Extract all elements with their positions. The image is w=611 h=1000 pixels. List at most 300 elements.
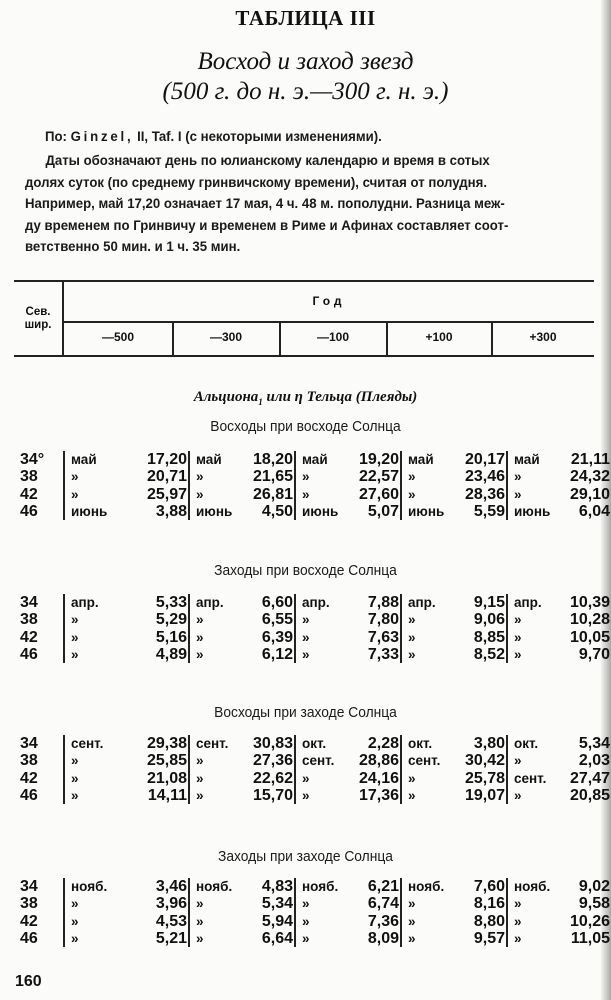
month-label: апр. — [408, 595, 436, 610]
latitude-value: 46 — [20, 502, 38, 520]
month-label: июнь — [408, 503, 445, 519]
day-fraction-value: 25,78 — [464, 769, 505, 787]
day-fraction-value: 3,96 — [155, 895, 187, 913]
month-label: апр. — [514, 595, 542, 610]
month-label: » — [71, 930, 79, 946]
date-cell — [294, 594, 402, 611]
day-fraction-value: 9,15 — [473, 594, 505, 611]
date-cell — [294, 770, 402, 787]
table-row — [20, 594, 610, 611]
date-cell — [63, 752, 190, 769]
day-fraction-value: 7,80 — [367, 611, 399, 629]
day-fraction-value: 6,55 — [261, 611, 293, 629]
period-subtitle: (500 г. до н. э.—300 г. н. э.) — [162, 78, 449, 105]
table-header — [14, 280, 594, 357]
date-cell — [188, 594, 296, 611]
month-label: » — [71, 646, 79, 662]
day-fraction-value: 6,39 — [261, 628, 293, 646]
table-row — [20, 752, 610, 770]
month-label: » — [71, 770, 79, 786]
month-label: » — [71, 753, 79, 769]
date-cell — [506, 594, 611, 611]
day-fraction-value: 20,71 — [146, 468, 187, 486]
date-cell — [188, 503, 296, 520]
day-fraction-value: 6,74 — [367, 895, 399, 913]
day-fraction-value: 20,17 — [464, 451, 505, 468]
month-label: » — [71, 486, 79, 502]
day-fraction-value: 30,42 — [464, 752, 505, 770]
date-cell — [294, 646, 402, 663]
month-label: апр. — [71, 595, 99, 610]
date-cell — [400, 629, 508, 646]
section-table — [20, 735, 610, 804]
date-cell — [63, 503, 190, 520]
month-label: » — [302, 787, 310, 803]
date-cell — [294, 878, 402, 895]
table-row — [20, 912, 610, 930]
day-fraction-value: 17,36 — [358, 786, 399, 804]
date-cell — [294, 486, 402, 503]
rule-middle — [64, 321, 594, 323]
date-cell — [506, 752, 611, 769]
day-fraction-value: 21,08 — [146, 769, 187, 787]
month-label: июнь — [302, 503, 339, 519]
month-label: » — [196, 753, 204, 769]
day-fraction-value: 3,46 — [155, 878, 187, 895]
day-fraction-value: 8,09 — [367, 929, 399, 947]
date-cell — [63, 770, 190, 787]
day-fraction-value: 27,36 — [252, 752, 293, 770]
date-cell — [294, 787, 402, 804]
date-cell — [63, 451, 190, 468]
month-label: » — [302, 612, 310, 628]
date-cell — [294, 468, 402, 485]
month-label: » — [196, 469, 204, 485]
month-label: » — [408, 770, 416, 786]
date-cell — [294, 752, 402, 769]
date-cell — [400, 752, 508, 769]
day-fraction-value: 2,03 — [578, 752, 610, 770]
date-cell — [506, 611, 611, 628]
day-fraction-value: 9,06 — [473, 611, 505, 629]
day-fraction-value: 5,29 — [155, 611, 187, 629]
date-cell — [63, 787, 190, 804]
column-divider — [62, 282, 64, 355]
year-col-header: +300 — [529, 330, 557, 344]
month-label: июнь — [514, 503, 551, 519]
year-col-header: —300 — [209, 330, 243, 344]
month-label: » — [514, 629, 522, 645]
latitude-value: 34° — [20, 451, 45, 468]
latitude-value: 46 — [20, 929, 38, 947]
year-col-header: —100 — [316, 330, 350, 344]
day-fraction-value: 27,47 — [569, 769, 610, 787]
month-label: » — [71, 896, 79, 912]
month-label: » — [196, 913, 204, 929]
date-cell — [188, 486, 296, 503]
day-fraction-value: 5,34 — [578, 735, 610, 752]
date-cell — [506, 451, 611, 468]
month-label: » — [196, 787, 204, 803]
month-label: » — [302, 896, 310, 912]
month-label: нояб. — [514, 879, 551, 894]
table-row — [20, 645, 610, 663]
day-fraction-value: 10,39 — [569, 594, 610, 611]
year-col-header: —500 — [101, 330, 135, 344]
month-label: окт. — [514, 736, 539, 751]
day-fraction-value: 8,52 — [473, 645, 505, 663]
date-cell — [400, 451, 508, 468]
date-cell — [294, 629, 402, 646]
month-label: » — [302, 930, 310, 946]
date-cell — [400, 468, 508, 485]
day-fraction-value: 6,21 — [367, 878, 399, 895]
date-cell — [506, 878, 611, 895]
date-cell — [400, 930, 508, 947]
month-label: » — [196, 486, 204, 502]
latitude-value: 42 — [20, 628, 38, 646]
date-cell — [506, 486, 611, 503]
day-fraction-value: 8,16 — [473, 895, 505, 913]
month-label: » — [408, 913, 416, 929]
date-cell — [400, 787, 508, 804]
date-cell — [63, 486, 190, 503]
date-cell — [63, 735, 190, 752]
day-fraction-value: 5,59 — [473, 502, 505, 520]
month-label: » — [196, 629, 204, 645]
day-fraction-value: 10,26 — [569, 912, 610, 930]
day-fraction-value: 29,38 — [146, 735, 187, 752]
day-fraction-value: 26,81 — [252, 485, 293, 503]
day-fraction-value: 8,85 — [473, 628, 505, 646]
latitude-value: 38 — [20, 895, 38, 913]
latitude-header-line: шир. — [24, 319, 52, 331]
day-fraction-value: 6,60 — [261, 594, 293, 611]
description-line: ветственно 50 мин. и 1 ч. 35 мин. — [25, 239, 241, 255]
month-label: сент. — [196, 736, 229, 751]
table-row — [20, 786, 610, 804]
table-row — [20, 485, 610, 503]
latitude-value: 42 — [20, 769, 38, 787]
month-label: апр. — [302, 595, 330, 610]
latitude-value: 46 — [20, 645, 38, 663]
month-label: май — [71, 452, 97, 467]
year-col-header: +100 — [425, 330, 453, 344]
month-label: » — [302, 469, 310, 485]
description-paragraph — [25, 151, 590, 259]
month-label: » — [196, 770, 204, 786]
month-label: » — [196, 646, 204, 662]
day-fraction-value: 27,60 — [358, 485, 399, 503]
star-subscript: 1 — [258, 397, 263, 407]
date-cell — [506, 503, 611, 520]
month-label: » — [302, 629, 310, 645]
day-fraction-value: 14,11 — [147, 786, 187, 804]
table-row — [20, 878, 610, 895]
latitude-value: 34 — [20, 878, 38, 895]
day-fraction-value: 22,62 — [252, 769, 293, 787]
day-fraction-value: 21,65 — [252, 468, 293, 486]
date-cell — [63, 878, 190, 895]
date-cell — [294, 913, 402, 930]
day-fraction-value: 5,33 — [155, 594, 187, 611]
description-line: Например, май 17,20 означает 17 мая, 4 ч. 48 м. пополудни. Разница меж- — [25, 196, 505, 212]
month-label: » — [514, 913, 522, 929]
latitude-value: 46 — [20, 786, 38, 804]
day-fraction-value: 3,88 — [155, 502, 187, 520]
day-fraction-value: 8,80 — [473, 912, 505, 930]
month-label: сент. — [71, 736, 104, 751]
source-author: Ginzel, — [70, 129, 134, 145]
month-label: » — [408, 629, 416, 645]
day-fraction-value: 17,20 — [146, 451, 187, 468]
day-fraction-value: 21,11 — [570, 451, 610, 468]
date-cell — [188, 878, 296, 895]
day-fraction-value: 4,53 — [155, 912, 187, 930]
month-label: » — [408, 486, 416, 502]
description-line: ду временем по Гринвичу и временем в Риме и Афинах составляет соот- — [25, 217, 509, 234]
date-cell — [400, 735, 508, 752]
day-fraction-value: 28,86 — [358, 752, 399, 770]
date-cell — [506, 787, 611, 804]
day-fraction-value: 5,07 — [367, 502, 399, 520]
day-fraction-value: 6,12 — [261, 645, 293, 663]
section-title: Заходы при восходе Солнца — [214, 562, 397, 579]
day-fraction-value: 6,04 — [578, 502, 610, 520]
date-cell — [188, 752, 296, 769]
day-fraction-value: 22,57 — [358, 468, 399, 486]
rule-bottom — [14, 355, 594, 357]
date-cell — [506, 468, 611, 485]
date-cell — [400, 486, 508, 503]
month-label: » — [408, 787, 416, 803]
month-label: » — [514, 896, 522, 912]
table-label: ТАБЛИЦА III — [235, 6, 376, 30]
day-fraction-value: 5,16 — [155, 628, 187, 646]
date-cell — [188, 913, 296, 930]
date-cell — [400, 503, 508, 520]
day-fraction-value: 24,32 — [569, 468, 610, 486]
source-rest: II, Taf. I (с некоторыми изменениями). — [137, 129, 382, 145]
date-cell — [294, 611, 402, 628]
date-cell — [400, 770, 508, 787]
date-cell — [400, 895, 508, 912]
date-cell — [188, 468, 296, 485]
date-cell — [63, 895, 190, 912]
month-label: » — [514, 469, 522, 485]
day-fraction-value: 4,89 — [155, 645, 187, 663]
month-label: » — [71, 913, 79, 929]
section-table — [20, 878, 610, 947]
date-cell — [188, 611, 296, 628]
latitude-value: 42 — [20, 912, 38, 930]
table-row — [20, 451, 610, 468]
table-row — [20, 502, 610, 520]
month-label: » — [514, 646, 522, 662]
month-label: » — [71, 787, 79, 803]
month-label: июнь — [71, 503, 108, 519]
date-cell — [63, 629, 190, 646]
day-fraction-value: 4,50 — [261, 502, 293, 520]
day-fraction-value: 30,83 — [252, 735, 293, 752]
date-cell — [400, 594, 508, 611]
month-label: » — [196, 896, 204, 912]
month-label: » — [302, 770, 310, 786]
month-label: » — [71, 469, 79, 485]
date-cell — [294, 895, 402, 912]
section-table — [20, 451, 610, 520]
day-fraction-value: 20,85 — [569, 786, 610, 804]
date-cell — [294, 735, 402, 752]
month-label: » — [302, 646, 310, 662]
month-label: » — [408, 930, 416, 946]
day-fraction-value: 7,36 — [367, 912, 399, 930]
latitude-value: 34 — [20, 594, 38, 611]
date-cell — [506, 770, 611, 787]
month-label: » — [302, 913, 310, 929]
month-label: окт. — [408, 736, 433, 751]
page-title: Восход и заход звезд — [197, 48, 414, 75]
day-fraction-value: 4,83 — [261, 878, 293, 895]
month-label: » — [408, 896, 416, 912]
date-cell — [188, 895, 296, 912]
day-fraction-value: 24,16 — [358, 769, 399, 787]
date-cell — [188, 646, 296, 663]
day-fraction-value: 7,60 — [473, 878, 505, 895]
date-cell — [188, 629, 296, 646]
date-cell — [506, 913, 611, 930]
day-fraction-value: 2,28 — [367, 735, 399, 752]
date-cell — [506, 930, 611, 947]
day-fraction-value: 6,64 — [261, 929, 293, 947]
month-label: » — [408, 469, 416, 485]
description-line: Даты обозначают день по юлианскому календарю и время в сотых — [45, 153, 490, 169]
date-cell — [506, 735, 611, 752]
date-cell — [294, 451, 402, 468]
month-label: май — [408, 452, 434, 467]
table-row — [20, 895, 610, 913]
date-cell — [188, 787, 296, 804]
month-label: май — [302, 452, 328, 467]
latitude-value: 38 — [20, 611, 38, 629]
day-fraction-value: 9,57 — [473, 929, 505, 947]
latitude-header — [14, 306, 62, 332]
latitude-value: 42 — [20, 485, 38, 503]
year-header: Год — [312, 294, 346, 308]
star-name-rest: или η Тельца (Плеяды) — [262, 389, 418, 405]
month-label: » — [514, 787, 522, 803]
day-fraction-value: 9,02 — [578, 878, 610, 895]
table-row — [20, 611, 610, 629]
day-fraction-value: 10,28 — [569, 611, 610, 629]
month-label: окт. — [302, 736, 327, 751]
month-label: сент. — [514, 770, 547, 786]
month-label: май — [196, 452, 222, 467]
date-cell — [63, 913, 190, 930]
month-label: нояб. — [408, 879, 445, 894]
star-name-main: Альциона — [193, 389, 259, 405]
table-row — [20, 735, 610, 752]
month-label: сент. — [408, 753, 441, 769]
latitude-header-line: Сев. — [25, 306, 51, 318]
month-label: апр. — [196, 595, 224, 610]
table-row — [20, 929, 610, 947]
day-fraction-value: 7,33 — [367, 645, 399, 663]
month-label: » — [302, 486, 310, 502]
month-label: » — [71, 612, 79, 628]
month-label: сент. — [302, 753, 335, 769]
day-fraction-value: 5,21 — [155, 929, 187, 947]
day-fraction-value: 5,94 — [261, 912, 293, 930]
day-fraction-value: 25,85 — [146, 752, 187, 770]
day-fraction-value: 19,07 — [464, 786, 505, 804]
month-label: » — [71, 629, 79, 645]
day-fraction-value: 3,80 — [473, 735, 505, 752]
day-fraction-value: 5,34 — [261, 895, 293, 913]
day-fraction-value: 18,20 — [252, 451, 293, 468]
table-row — [20, 628, 610, 646]
date-cell — [63, 930, 190, 947]
date-cell — [506, 629, 611, 646]
month-label: май — [514, 452, 540, 467]
day-fraction-value: 25,97 — [146, 485, 187, 503]
date-cell — [294, 503, 402, 520]
source-citation — [45, 129, 610, 145]
month-label: » — [408, 612, 416, 628]
day-fraction-value: 28,36 — [464, 485, 505, 503]
rule-top — [14, 280, 594, 282]
date-cell — [294, 930, 402, 947]
month-label: » — [514, 753, 522, 769]
day-fraction-value: 9,58 — [578, 895, 610, 913]
date-cell — [188, 451, 296, 468]
day-fraction-value: 7,88 — [367, 594, 399, 611]
date-cell — [63, 468, 190, 485]
day-fraction-value: 29,10 — [569, 485, 610, 503]
date-cell — [63, 646, 190, 663]
month-label: июнь — [196, 503, 233, 519]
month-label: » — [514, 612, 522, 628]
month-label: » — [196, 612, 204, 628]
date-cell — [400, 611, 508, 628]
table-row — [20, 468, 610, 486]
date-cell — [188, 735, 296, 752]
latitude-value: 38 — [20, 468, 38, 486]
month-label: » — [514, 930, 522, 946]
star-name — [0, 389, 611, 407]
section-title: Заходы при заходе Солнца — [218, 848, 393, 865]
date-cell — [506, 895, 611, 912]
month-label: » — [408, 646, 416, 662]
section-table — [20, 594, 610, 663]
date-cell — [400, 913, 508, 930]
source-prefix: По: — [45, 129, 67, 145]
day-fraction-value: 7,63 — [367, 628, 399, 646]
date-cell — [188, 770, 296, 787]
day-fraction-value: 10,05 — [569, 628, 610, 646]
day-fraction-value: 15,70 — [252, 786, 293, 804]
date-cell — [400, 878, 508, 895]
section-title: Восходы при заходе Солнца — [214, 704, 397, 721]
date-cell — [188, 930, 296, 947]
date-cell — [506, 646, 611, 663]
month-label: нояб. — [196, 879, 233, 894]
date-cell — [63, 611, 190, 628]
table-row — [20, 769, 610, 787]
description-line: долях суток (по среднему гринвичскому времени), считая от полудня. — [25, 174, 487, 191]
latitude-value: 38 — [20, 752, 38, 770]
month-label: нояб. — [302, 879, 339, 894]
